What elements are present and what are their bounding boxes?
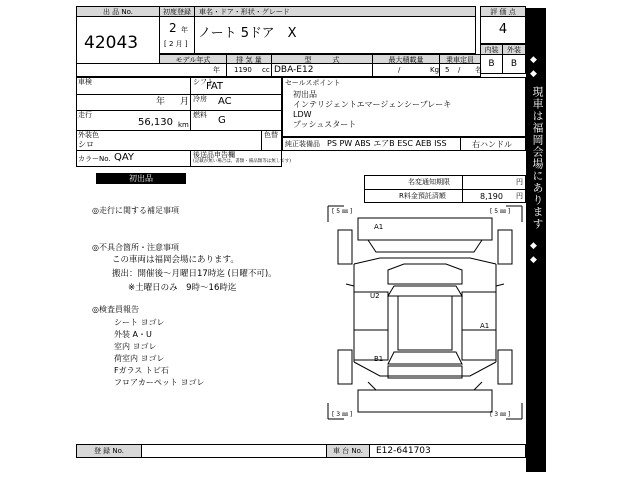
model-year-label: モデル年式 [159, 54, 227, 64]
sales-points-label: セールスポイント [285, 79, 341, 87]
after-note: (記載が無い場合は、書類・備品類等は無しです) [193, 159, 292, 164]
exterior-label: 外装 [502, 44, 526, 55]
first-reg-year-unit: 年 [181, 26, 188, 34]
tread-front-right: [ 5 ㎜ ] [490, 208, 511, 215]
inspection-month-unit: 月 [180, 97, 190, 107]
inspector-item: 荷室内 ヨゴレ [114, 354, 165, 363]
equipment-item: PW [339, 139, 353, 148]
sales-point-item: プッシュスタート [293, 120, 357, 129]
lot-no-label: 出 品 No. [76, 6, 160, 17]
lot-no: 42043 [84, 33, 139, 53]
max-load-label: 最大積載量 [372, 54, 440, 64]
inspection-label: 車検 [78, 78, 92, 86]
interior-label: 内装 [480, 44, 503, 55]
repaint-label: 色替 [264, 131, 278, 139]
mileage-unit: km [178, 121, 189, 129]
name-label: 車名・ドア・形状・グレード [194, 6, 476, 17]
equipment-item: AEB [415, 139, 432, 148]
model-year-suffix: 年 [213, 66, 220, 74]
shift: FAT [206, 81, 224, 92]
inspector-item: シート ヨゴレ [114, 318, 165, 327]
location-sidebar [526, 8, 546, 472]
fuel-label: 燃料 [193, 111, 207, 119]
recycle-yen-transfer: 円 [516, 178, 523, 186]
mileage-label: 走行 [78, 111, 92, 119]
car-name: ノート 5ドア X [198, 26, 297, 41]
damage-mark: A1 [374, 223, 384, 231]
first-listing-banner: 初出品 [96, 173, 186, 184]
ac-label: 冷房 [193, 95, 207, 103]
inspector-title: ◎検査員報告 [92, 305, 139, 314]
tread-front-left: [ 5 ㎜ ] [332, 208, 353, 215]
type-label: 型 式 [271, 54, 373, 64]
ac: AC [218, 96, 232, 107]
displacement-unit: cc [262, 66, 270, 74]
defect-line: ※土曜日のみ 9時～16時迄 [128, 283, 237, 293]
recycle-label: R料金預託済額 [399, 192, 446, 200]
interior-grade: B [488, 59, 495, 69]
inspector-item: フロアカーペット ヨゴレ [114, 378, 205, 387]
colorno-label: カラーNo. [78, 155, 111, 163]
first-reg-month: [ 2 月 ] [164, 40, 188, 48]
chassis-label: 車 台 No. [326, 444, 370, 458]
tread-rear-left: [ 3 ㎜ ] [332, 411, 353, 418]
footer-row [76, 444, 526, 458]
score: 4 [498, 22, 508, 37]
fuel: G [218, 115, 226, 126]
exterior-grade: B [510, 59, 518, 69]
damage-mark: A1 [480, 322, 490, 330]
inspector-item: Fガラス トビ石 [114, 366, 169, 375]
inspection-year-unit: 年 [156, 97, 166, 107]
defect-title: ◎不具合箇所・注意事項 [92, 243, 179, 252]
colorno: QAY [114, 152, 135, 163]
recycle-yen: 円 [516, 192, 523, 200]
reg-label: 登 録 No. [76, 444, 142, 458]
equipment-item: エアB [373, 139, 395, 148]
equipment-item: PS [327, 139, 337, 148]
transfer-label: 名変通知期限 [408, 178, 450, 186]
tread-rear-right: [ 3 ㎜ ] [490, 411, 511, 418]
max-load-slash: / [398, 66, 401, 74]
equipment-label: 純正装備品 [285, 140, 320, 148]
displacement: 1190 [234, 66, 252, 74]
diamond-icon: ◆ [530, 55, 537, 65]
diamond-icon: ◆ [530, 69, 537, 79]
displacement-label: 排 気 量 [226, 54, 272, 64]
color-label: 外装色 [78, 131, 99, 139]
model-type: DBA-E12 [274, 65, 314, 75]
first-reg-year: 2 [169, 21, 177, 35]
handle-position: 右ハンドル [472, 140, 512, 149]
location-notice: 現車は福岡会場にあります [531, 86, 544, 230]
supplement-title: ◎走行に関する補足事項 [92, 206, 179, 215]
mileage: 56,130 [138, 117, 173, 128]
defect-line: この車両は福岡会場にあります。 [112, 255, 239, 265]
capacity-sep: / [458, 66, 461, 74]
recycle-value: 8,190 [480, 192, 503, 201]
first-reg-label: 初度登録 [159, 6, 195, 17]
color: シロ [78, 140, 94, 149]
diamond-icon: ◆ [530, 241, 537, 251]
car-damage-diagram [324, 200, 526, 425]
defect-line: 搬出：開催後～月曜日17時迄 (日曜不可)。 [112, 269, 277, 279]
equipment-list [327, 139, 447, 149]
sales-point-item: インテリジェントエマージェンシーブレーキ [293, 100, 452, 109]
capacity: 5 [445, 66, 450, 74]
capacity-label: 乗車定員 [439, 54, 481, 64]
shift-label: シフト [193, 78, 214, 86]
equipment-item: ESC [397, 139, 413, 148]
chassis-number: E12-641703 [376, 446, 431, 456]
max-load-unit: Kg [430, 66, 440, 74]
inspector-item: 外装 A・U [114, 330, 152, 339]
inspector-item: 室内 ヨゴレ [114, 342, 157, 351]
score-label: 評 価 点 [480, 6, 526, 17]
equipment-item: ABS [354, 139, 371, 148]
capacity-unit: 名 [475, 66, 482, 74]
after-label: 後送品申告欄 [193, 151, 235, 159]
diamond-icon: ◆ [530, 255, 537, 265]
damage-mark: B1 [374, 355, 384, 363]
sales-point-item: LDW [293, 110, 312, 119]
sales-point-item: 初出品 [293, 90, 317, 99]
equipment-item: ISS [434, 139, 447, 148]
damage-mark: U2 [370, 292, 380, 300]
